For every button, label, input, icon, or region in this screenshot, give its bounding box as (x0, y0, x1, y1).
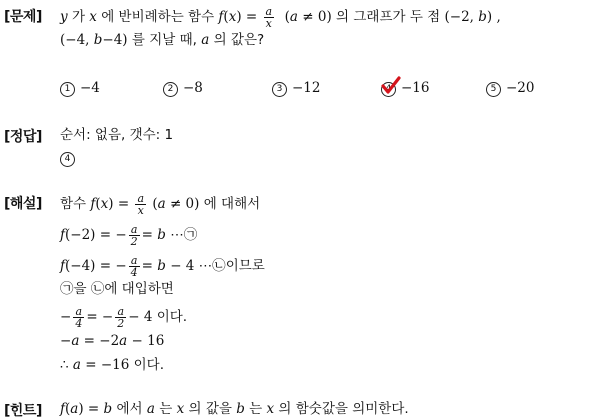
choice-1[interactable]: 1 −4 (60, 80, 100, 97)
choice-3[interactable]: 3 −12 (272, 80, 321, 97)
answer-text: 순서: 없음, 갯수: 1 (60, 127, 174, 143)
hint-text: f(a) = b 에서 a 는 x 의 값을 b 는 x 의 함숫값을 의미한다. (60, 401, 409, 417)
choice-5[interactable]: 5 −20 (486, 80, 535, 97)
choice-2[interactable]: 2 −8 (163, 80, 203, 97)
fraction: $\frac{a}{x}$ (265, 5, 273, 30)
checkmark-icon (381, 76, 401, 96)
question-label: [문제] (4, 9, 42, 25)
solution-line-7: ∴ a = −16 이다. (60, 357, 165, 373)
solution-line-1: 함수 f(x) = $\frac{a}{x}$ (a ≠ 0) 에 대해서 (60, 192, 261, 217)
solution-line-5: − $\frac{a}{4}$ = − $\frac{a}{2}$ − 4 이다. (60, 305, 188, 330)
solution-line-6: −a = −2a − 16 (60, 333, 165, 349)
answer-mark: 4 (60, 149, 80, 167)
solution-line-4: ㉠을 ㉡에 대입하면 (60, 281, 174, 297)
choice-4[interactable]: 4 −16 (381, 80, 430, 97)
answer-label: [정답] (4, 129, 42, 145)
solution-line-3: f(−4) = − $\frac{a}{4}$ = b − 4 ⋯㉡이므로 (60, 254, 265, 279)
hint-label: [힌트] (4, 403, 42, 419)
solution-label: [해설] (4, 196, 42, 212)
question-line-1: y 가 x 에 반비례하는 함수 f(x) = $\frac{a}{x}$ (a ≠ 0) 의 그래프가 두 점 (−2, b) , (60, 5, 501, 30)
question-line-2: (−4, b−4) 를 지날 때, a 의 값은? (60, 32, 265, 48)
solution-line-2: f(−2) = − $\frac{a}{2}$ = b ⋯㉠ (60, 223, 198, 248)
